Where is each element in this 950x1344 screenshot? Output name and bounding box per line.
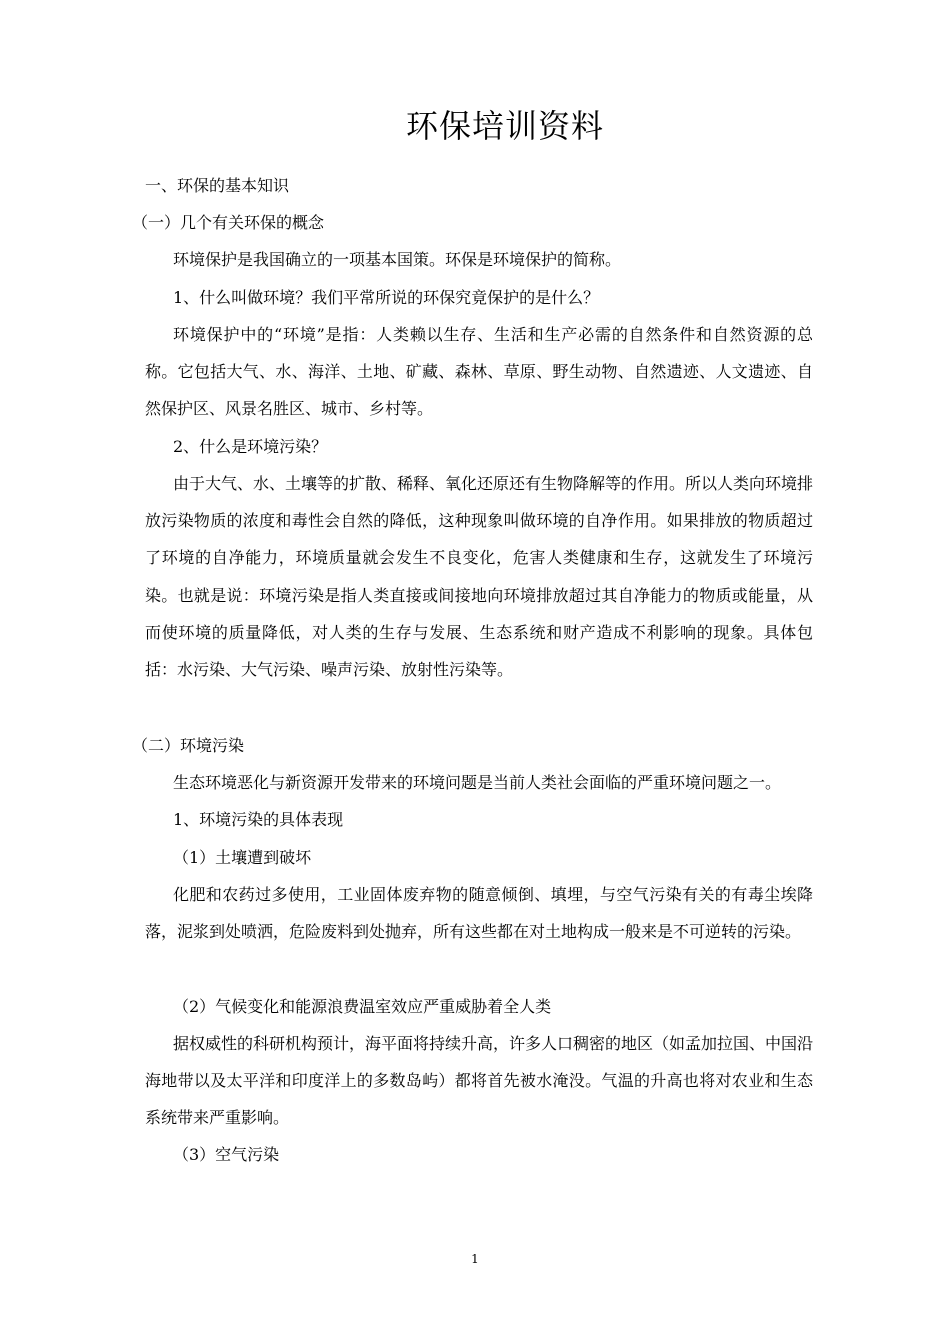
question-heading: 1、什么叫做环境？我们平常所说的环保究竟保护的是什么？ (173, 288, 600, 307)
answer-paragraph: 环境保护中的“环境”是指：人类赖以生存、生活和生产必需的自然条件和自然资源的总称。它包括大气、水、海洋、土地、矿藏、森林、草原、野生动物、自然遗迹、人文遗迹、自然保护区、风景名胜区、城市、乡村等。 (145, 325, 813, 419)
point-heading: 1、环境污染的具体表现 (173, 810, 344, 829)
intro-paragraph: 环境保护是我国确立的一项基本国策。环保是环境保护的简称。 (173, 250, 622, 269)
subsection-heading: （二）环境污染 (132, 736, 245, 755)
page-number: 1 (471, 1252, 479, 1266)
item-paragraph: 化肥和农药过多使用，工业固体废弃物的随意倾倒、填埋，与空气污染有关的有毒尘埃降落，泥浆到处喷洒，危险废料到处抛弃，所有这些都在对土地构成一般来是不可逆转的污染。 (145, 885, 813, 942)
item-heading: （1）土壤遭到破坏 (173, 848, 312, 867)
section-heading: 一、环保的基本知识 (145, 176, 290, 195)
document-title: 环保培训资料 (405, 107, 604, 145)
item-paragraph: 据权威性的科研机构预计，海平面将持续升高，许多人口稠密的地区（如孟加拉国、中国沿海地带以及太平洋和印度洋上的多数岛屿）都将首先被水淹没。气温的升高也将对农业和生态系统带来严重影响。 (145, 1034, 814, 1128)
subsection-heading: （一）几个有关环保的概念 (132, 213, 325, 232)
item-heading: （3）空气污染 (173, 1145, 280, 1164)
answer-paragraph: 由于大气、水、土壤等的扩散、稀释、氧化还原还有生物降解等的作用。所以人类向环境排放污染物质的浓度和毒性会自然的降低，这种现象叫做环境的自净作用。如果排放的物质超过了环境的自净能力，环境质量就会发生不良变化，危害人类健康和生存，这就发生了环境污染。也就是说：环境污染是指人类直接或间接地向环境排放超过其自净能力的物质或能量，从而使环境的质量降低，对人类的生存与发展、生态系统和财产造成不利影响的现象。具体包括：水污染、大气污染、噪声污染、放射性污染等。 (145, 474, 814, 680)
intro-paragraph: 生态环境恶化与新资源开发带来的环境问题是当前人类社会面临的严重环境问题之一。 (173, 773, 782, 792)
question-heading: 2、什么是环境污染？ (173, 437, 328, 456)
item-heading: （2）气候变化和能源浪费温室效应严重威胁着全人类 (173, 997, 552, 1016)
